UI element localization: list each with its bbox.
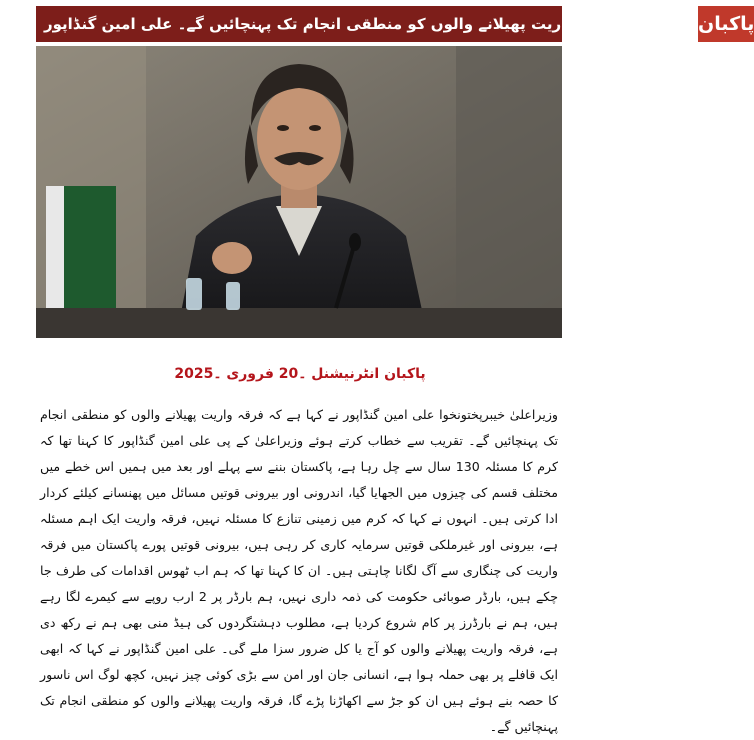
article-body xyxy=(40,402,558,740)
article-paragraph: وزیراعلیٰ خیبرپختونخوا علی امین گنڈاپور نے کہا ہے کہ فرقہ واریت پھیلانے والوں کو منطقی انجام تک پہنچائیں گے۔ تقریب سے خطاب کرتے ہوئے وزیراعلیٰ کے پی علی امین گنڈاپور کا کہنا تھا کہ کرم کا مسئلہ 130 سال سے چل رہا ہے، پاکستان بننے سے پہلے اور بعد میں ہمیں اس خطے میں مختلف قسم کی چیزوں میں الجھایا گیا، اندرونی اور بیرونی قوتیں مسائل میں پھنسانے کیلئے کردار ادا کرتی ہیں۔ انہوں نے کہا کہ کرم میں زمینی تنازع کا مسئلہ نہیں، فرقہ واریت ایک اہم مسئلہ ہے، بیرونی اور غیرملکی قوتیں سرمایہ کاری کر رہی ہیں، بیرونی قوتیں پورے پاکستان میں فرقہ واریت کی چنگاری سے آگ لگانا چاہتی ہیں۔ ان کا کہنا تھا کہ ہم اب ٹھوس اقدامات کی طرف جا چکے ہیں، بارڈر صوبائی حکومت کی ذمہ داری نہیں، ہم بارڈر پر 2 ارب روپے سے کیمرے لگا رہے ہیں، ہم نے بارڈرز پر کام شروع کردیا ہے، مطلوب دہشتگردوں کی ہیڈ منی بھی ہم نے رکھ دی ہے، فرقہ واریت پھیلانے والوں کو آج یا کل ضرور سزا ملے گی۔ علی امین گنڈاپور نے کہا کہ ابھی ایک قافلے پر بھی حملہ ہوا ہے، انسانی جان اور امن سے بڑی کوئی چیز نہیں، کچھ لوگ اس ناسور کا حصہ بنے ہوئے ہیں ان کو جڑ سے اکھاڑنا پڑے گا، فرقہ واریت پھیلانے والوں کو منطقی انجام تک پہنچائیں گے۔ xyxy=(40,407,558,734)
speaker-photo-illustration xyxy=(36,46,562,338)
headline-banner xyxy=(36,6,754,42)
dateline: پاکبان انٹرنیشنل ۔20 فروری ۔2025 xyxy=(174,366,426,382)
news-photo xyxy=(36,46,562,338)
brand-logo: پاکبان xyxy=(695,6,754,42)
headline-text: کرم میں فرقہ واریت پھیلانے والوں کو منطقی انجام تک پہنچائیں گے۔ علی امین گنڈاپور xyxy=(44,15,688,33)
